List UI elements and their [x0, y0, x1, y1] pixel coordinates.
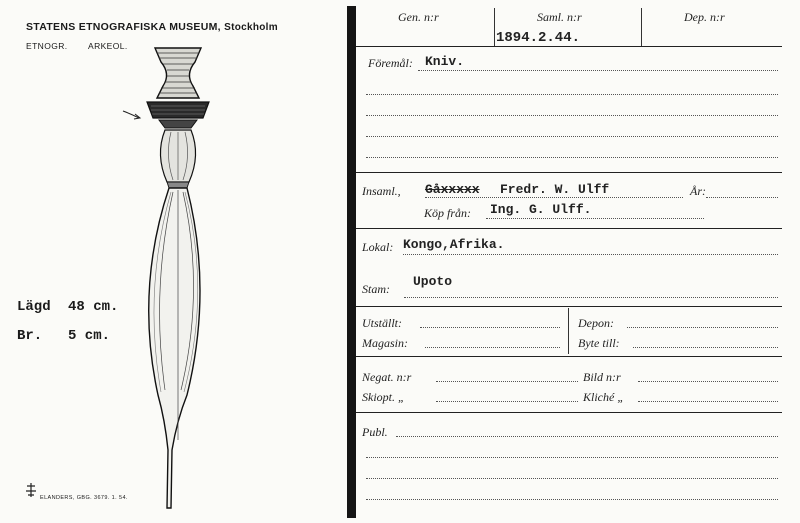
insaml-label: Insaml.,: [362, 184, 401, 198]
kop-fran-label: Köp från:: [424, 206, 472, 220]
bild-nr-label: Bild n:r: [583, 370, 621, 384]
magasin-label: Magasin:: [362, 336, 408, 350]
knife-illustration: [115, 40, 235, 510]
breadth-label: Br.: [17, 328, 43, 344]
kop-fran-value: Ing. G. Ulff.: [490, 202, 592, 217]
utstallt-label: Utställt:: [362, 316, 403, 330]
dep-nr-label: Dep. n:r: [684, 10, 725, 24]
foremal-label: Föremål:: [368, 56, 413, 70]
gen-nr-label: Gen. n:r: [398, 10, 439, 24]
depon-label: Depon:: [578, 316, 614, 330]
dept-etnogr: ETNOGR.: [26, 41, 68, 51]
ar-label: År:: [690, 184, 706, 198]
insaml-value: Fredr. W. Ulff: [500, 182, 610, 197]
publ-label: Publ.: [362, 425, 388, 439]
negat-nr-label: Negat. n:r: [362, 370, 412, 384]
lokal-value: Kongo,Afrika.: [403, 237, 505, 252]
dept-arkeol: ARKEOL.: [88, 41, 128, 51]
insaml-struck-value: Gåxxxxx: [425, 182, 480, 197]
stam-value: Upoto: [413, 274, 453, 289]
length-label: Lägd: [17, 299, 51, 315]
skiopt-label: Skiopt. „: [362, 390, 405, 404]
byte-till-label: Byte till:: [578, 336, 620, 350]
kliche-label: Kliché „: [583, 390, 624, 404]
length-value: 48 cm.: [68, 299, 119, 315]
stam-label: Stam:: [362, 282, 390, 296]
saml-nr-label: Saml. n:r: [537, 10, 582, 24]
breadth-value: 5 cm.: [68, 328, 111, 344]
printer-logo-icon: [24, 482, 38, 498]
printer-imprint: ELANDERS, GBG. 3679. 1. 54.: [40, 495, 128, 501]
museum-name: STATENS ETNOGRAFISKA MUSEUM, Stockholm: [26, 21, 278, 33]
foremal-value: Kniv.: [425, 54, 465, 69]
lokal-label: Lokal:: [362, 240, 394, 254]
card-spine: [347, 6, 356, 518]
saml-nr-value: 1894.2.44.: [496, 30, 581, 46]
